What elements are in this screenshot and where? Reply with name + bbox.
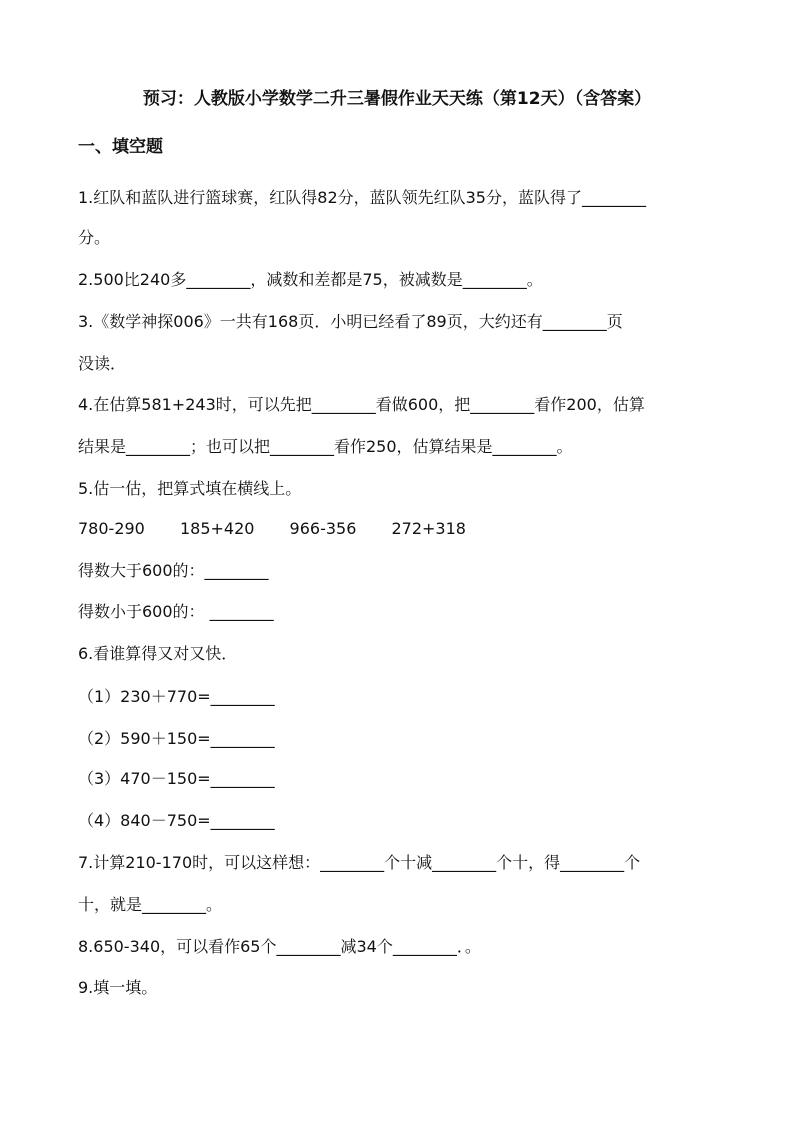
q3-line-2: 没读． [78,354,127,373]
page-title: 预习：人教版小学数学二升三暑假作业天天练（第12天）（含答案） [142,89,652,109]
q5-expression: 185+420 [179,519,255,538]
q1-line-2: 分。 [78,228,111,247]
q3-line-1: 3.《数学神探006》一共有168页．小明已经看了89页，大约还有________页 [78,312,623,331]
q7-line-2: 十，就是________。 [78,895,223,914]
q5-expression: 966-356 [289,519,357,538]
q6-line: 6.看谁算得又对又快． [78,644,238,663]
q2-line: 2.500比240多________，减数和差都是75，被减数是________。 [78,270,543,289]
q4-line-1: 4.在估算581+243时，可以先把________看做600，把________看作200，估算 [78,395,645,414]
q6-item-1: （1）230＋770=________ [78,687,275,706]
section-heading: 一、填空题 [78,137,163,157]
q8-line: 8.650-340，可以看作65个________减34个________．。 [78,937,481,956]
q6-item-3: （3）470－150=________ [78,769,275,788]
q5-greater-line: 得数大于600的：________ [78,561,269,580]
q6-item-4: （4）840－750=________ [78,811,275,830]
q1-line-1: 1.红队和蓝队进行篮球赛，红队得82分，蓝队领先红队35分，蓝队得了________ [78,188,646,207]
q5-expression: 272+318 [391,519,466,538]
q6-item-2: （2）590＋150=________ [78,729,275,748]
q9-line: 9.填一填。 [78,978,158,997]
q5-line: 5.估一估，把算式填在横线上。 [78,479,302,498]
q5-expression: 780-290 [78,519,145,538]
q5-expressions [78,519,728,539]
q4-line-2: 结果是________；也可以把________看作250，估算结果是________。 [78,437,573,456]
q7-line-1: 7.计算210-170时，可以这样想：________个十减________个十，得________个 [78,853,641,872]
q5-less-line: 得数小于600的： ________ [78,602,274,621]
